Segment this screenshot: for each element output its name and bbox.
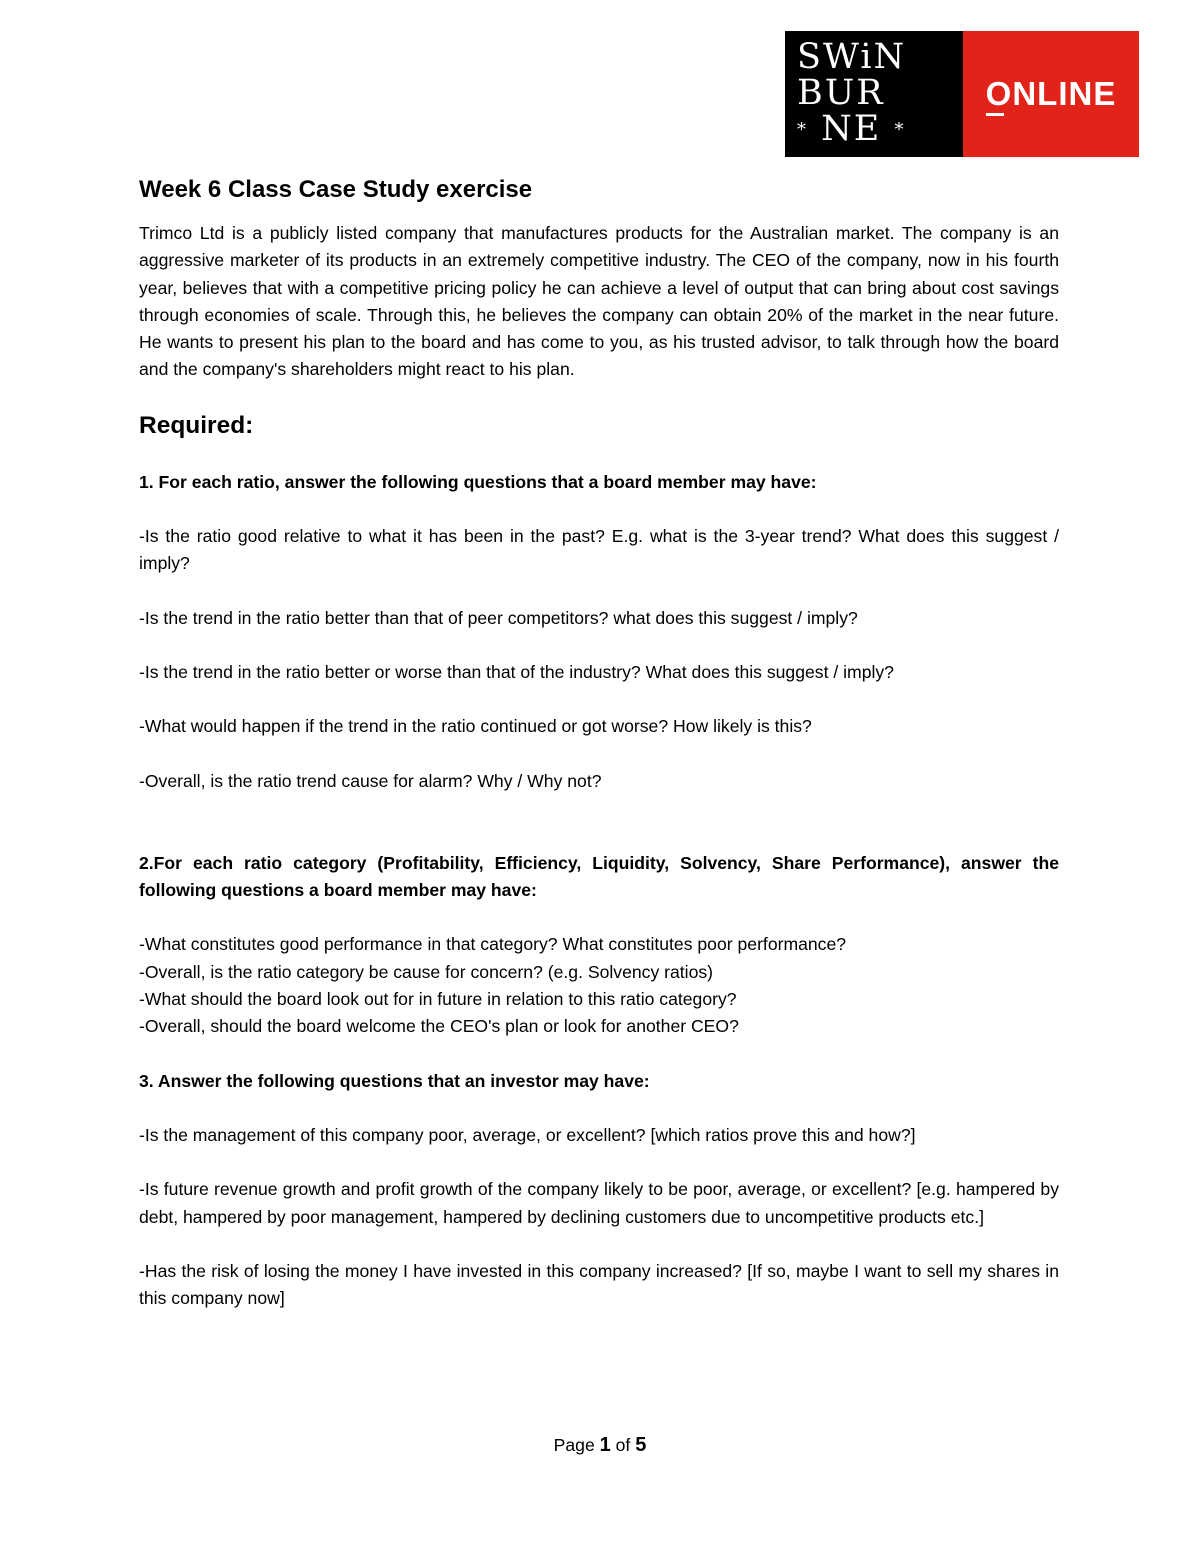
section3-heading: 3. Answer the following questions that an investor may have: bbox=[139, 1070, 650, 1091]
logo-line-3 bbox=[797, 111, 963, 149]
section1-item: -Is the ratio good relative to what it has been in the past? E.g. what is the 3-year trend? What does this suggest / imply? bbox=[139, 526, 1059, 574]
section2-item: -What should the board look out for in future in relation to this ratio category? bbox=[139, 989, 737, 1010]
section1-item: -What would happen if the trend in the ratio continued or got worse? How likely is this? bbox=[139, 716, 812, 737]
section3-item: -Is the management of this company poor, average, or excellent? [which ratios prove this and how?] bbox=[139, 1124, 916, 1145]
section1-item: -Overall, is the ratio trend cause for alarm? Why / Why not? bbox=[139, 770, 602, 791]
section2-item: -What constitutes good performance in that category? What constitutes poor performance? bbox=[139, 934, 847, 955]
section3-item: -Has the risk of losing the money I have invested in this company increased? [If so, maybe I want to sell my shares in this company now] bbox=[139, 1260, 1059, 1309]
section1-item: -Is the trend in the ratio better or worse than that of the industry? What does this suggest / imply? bbox=[139, 661, 894, 682]
logo-star-left: * bbox=[797, 119, 808, 141]
logo-wordmark bbox=[785, 31, 963, 157]
page-word: Page bbox=[553, 1435, 595, 1455]
logo-line-2: BUR bbox=[797, 73, 885, 114]
section2-item: -Overall, should the board welcome the CEO's plan or look for another CEO? bbox=[139, 1016, 739, 1037]
section1-heading: 1. For each ratio, answer the following questions that a board member may have: bbox=[139, 471, 817, 492]
required-heading: Required: bbox=[139, 411, 254, 439]
document-body bbox=[139, 174, 1059, 1312]
page-footer bbox=[0, 1434, 1200, 1457]
total-pages-number: 5 bbox=[635, 1434, 647, 1456]
intro-paragraph: Trimco Ltd is a publicly listed company that manufactures products for the Australian market. The company is an aggressive marketer of its products in an extremely competitive industry. The CEO of the company, now in his fourth year, believes that with a competitive pricing policy he can achieve a level of output that can bring about cost savings through economies of scale. Through this, he believes the company can obtain 20% of the market in the near future. He wants to present his plan to the board and has come to you, as his trusted advisor, to talk through how the board and the company's shareholders might react to his plan. bbox=[139, 223, 1059, 380]
logo-line-3-text: NE bbox=[821, 109, 882, 150]
swinburne-online-logo bbox=[785, 31, 1139, 157]
logo-star-right: * bbox=[894, 119, 906, 141]
logo-online-underline bbox=[986, 113, 1004, 116]
section1-item: -Is the trend in the ratio better than that of peer competitors? what does this suggest / imply? bbox=[139, 607, 858, 628]
current-page-number: 1 bbox=[599, 1434, 611, 1456]
logo-online-panel bbox=[963, 31, 1139, 157]
logo-line-1: SWiN bbox=[797, 37, 907, 78]
section2-item: -Overall, is the ratio category be cause for concern? (e.g. Solvency ratios) bbox=[139, 961, 714, 982]
document-title: Week 6 Class Case Study exercise bbox=[139, 176, 533, 203]
of-word: of bbox=[615, 1435, 631, 1455]
section3-item: -Is future revenue growth and profit growth of the company likely to be poor, average, or excellent? [e.g. hampered by debt, hampered by poor management, hampered by declining customers due to uncompetitive products etc.] bbox=[139, 1179, 1059, 1227]
logo-online-text: ONLINE bbox=[985, 75, 1117, 112]
section2-heading: 2.For each ratio category (Profitability, Efficiency, Liquidity, Solvency, Share Performance), answer the following questions a board member may have: bbox=[139, 852, 1059, 901]
